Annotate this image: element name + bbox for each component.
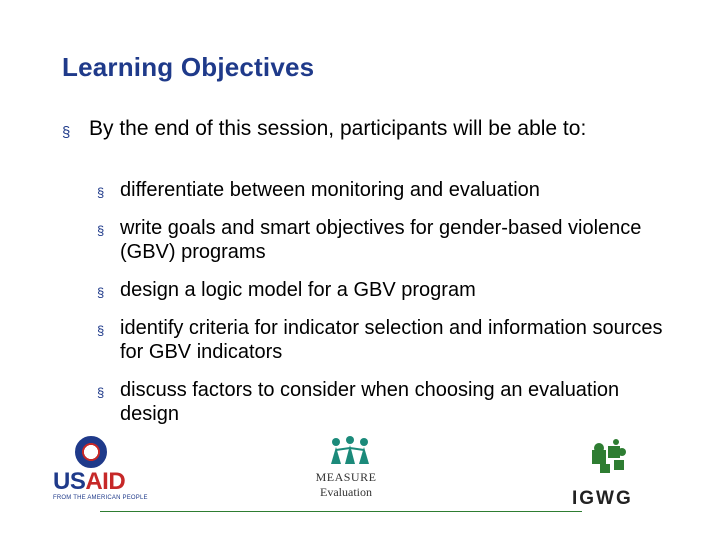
usaid-wordmark bbox=[53, 469, 125, 495]
usaid-wordmark-aid: AID bbox=[85, 468, 126, 495]
puzzle-icon bbox=[590, 438, 628, 474]
people-group-icon bbox=[328, 436, 372, 466]
bullet-marker: § bbox=[97, 285, 105, 300]
sub-bullet-text: write goals and smart objectives for gender-based violence (GBV) programs bbox=[120, 217, 642, 263]
sub-bullet-text: differentiate between monitoring and evaluation bbox=[120, 179, 540, 201]
sub-bullet-text: identify criteria for indicator selection and information sources for GBV indicators bbox=[120, 317, 663, 363]
sub-bullet-item bbox=[97, 378, 667, 426]
igwg-wordmark: IGWG bbox=[572, 488, 633, 509]
sub-bullet-text: discuss factors to consider when choosing an evaluation design bbox=[120, 379, 620, 425]
sub-bullet-item bbox=[97, 216, 667, 264]
measure-subtitle: Evaluation bbox=[320, 485, 372, 499]
usaid-logo bbox=[53, 432, 148, 504]
igwg-logo bbox=[572, 438, 648, 508]
sub-bullet-item bbox=[97, 278, 667, 302]
bullet-marker: § bbox=[97, 323, 105, 338]
usaid-wordmark-us: US bbox=[53, 468, 86, 495]
sub-bullet-text: design a logic model for a GBV program bbox=[120, 279, 476, 301]
sub-bullet-item bbox=[97, 178, 667, 202]
slide-title: Learning Objectives bbox=[62, 52, 315, 82]
main-bullet-text: By the end of this session, participants will be able to: bbox=[89, 117, 587, 140]
footer-divider bbox=[100, 511, 582, 512]
logo-bar bbox=[0, 432, 720, 540]
bullet-marker: § bbox=[97, 223, 105, 238]
bullet-marker: § bbox=[62, 124, 71, 141]
measure-wordmark: MEASURE bbox=[315, 470, 377, 484]
usaid-seal-icon bbox=[75, 436, 107, 468]
bullet-marker: § bbox=[97, 185, 105, 200]
measure-evaluation-logo bbox=[306, 436, 386, 502]
bullet-marker: § bbox=[97, 385, 105, 400]
main-bullet bbox=[62, 116, 672, 142]
sub-bullet-item bbox=[97, 316, 667, 364]
usaid-tagline: FROM THE AMERICAN PEOPLE bbox=[53, 495, 148, 501]
sub-bullet-list bbox=[97, 178, 667, 440]
